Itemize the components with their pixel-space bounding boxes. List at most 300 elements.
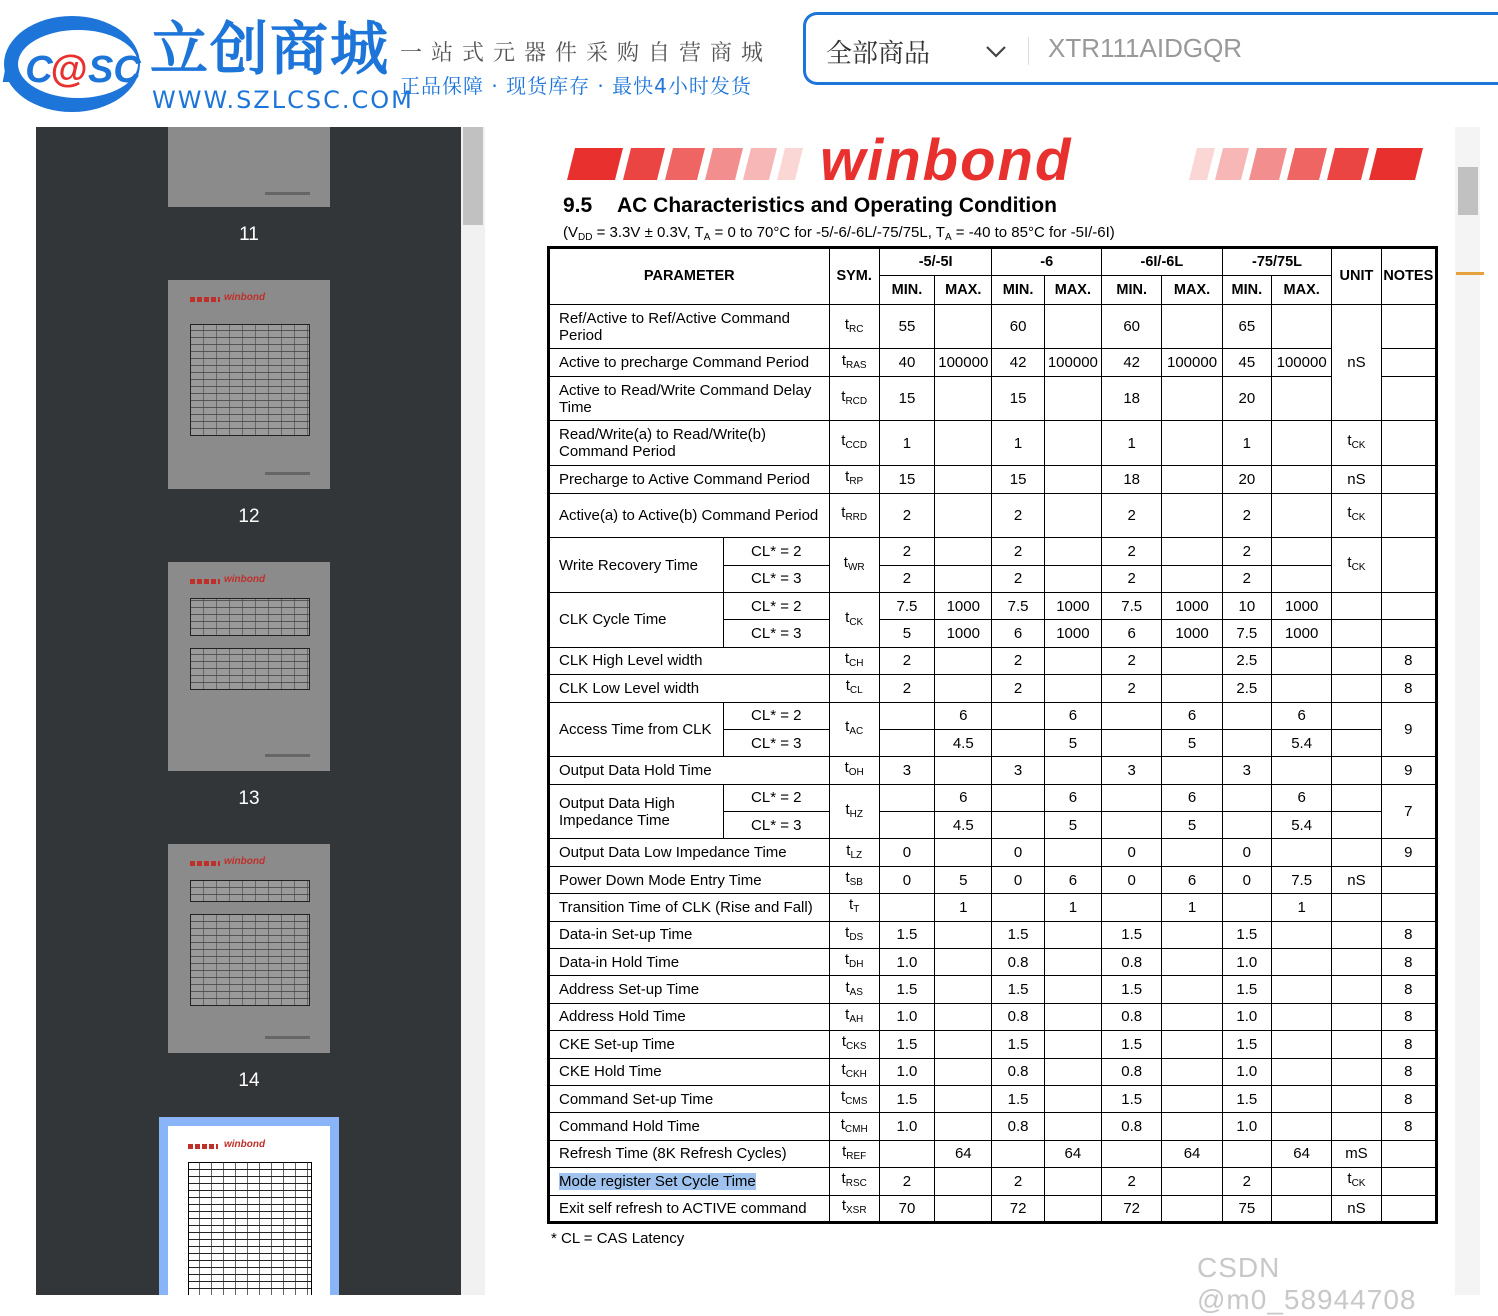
value (1044, 1058, 1101, 1085)
unit: nS (1332, 304, 1381, 421)
slogan-top: 一站式元器件采购自营商城 (400, 41, 773, 66)
value (1044, 466, 1101, 493)
value: 1.5 (1102, 976, 1162, 1003)
value: 7.5 (879, 592, 934, 619)
value: 4.5 (935, 729, 992, 756)
value: 2 (992, 493, 1044, 538)
search-category-select[interactable]: 全部商品 (826, 39, 931, 69)
table-row (549, 1140, 1437, 1167)
value: 0.8 (992, 949, 1044, 976)
table-row (549, 1195, 1437, 1222)
note: 8 (1381, 1058, 1436, 1085)
param-name: Refresh Time (8K Refresh Cycles) (549, 1140, 830, 1167)
note (1381, 421, 1436, 466)
unit: $t_{CK}$ (1332, 421, 1381, 466)
note (1381, 349, 1436, 376)
value (1222, 894, 1271, 921)
unit (1332, 729, 1381, 756)
value: 72 (992, 1195, 1044, 1222)
table-row (549, 1085, 1437, 1112)
value: 64 (1271, 1140, 1331, 1167)
unit (1332, 894, 1381, 921)
value (935, 675, 992, 702)
value (1044, 421, 1101, 466)
note: 9 (1381, 702, 1436, 757)
value: 5 (1044, 812, 1101, 839)
value: 1000 (1271, 592, 1331, 619)
value: 6 (1102, 620, 1162, 647)
value (879, 812, 934, 839)
value (1162, 976, 1222, 1003)
value (1271, 757, 1331, 784)
search-input[interactable]: XTR111AIDGQR (1048, 33, 1243, 63)
value (1162, 1113, 1222, 1140)
unit (1332, 1031, 1381, 1058)
value: 1.5 (1222, 1085, 1271, 1112)
value: 3 (1222, 757, 1271, 784)
value (1162, 304, 1222, 349)
winbond-banner (565, 130, 1425, 188)
value (1044, 565, 1101, 592)
value (1222, 729, 1271, 756)
value (935, 1113, 992, 1140)
value: 2 (992, 675, 1044, 702)
note: 8 (1381, 1085, 1436, 1112)
highlighted-text[interactable]: Mode register Set Cycle Time (559, 1172, 756, 1190)
param-name: CLK High Level width (549, 647, 830, 674)
value (1162, 647, 1222, 674)
cas-latency: CL* = 3 (723, 565, 829, 592)
thumbnail-label: 14 (238, 1070, 260, 1091)
header-min: MIN. (1102, 276, 1162, 304)
value (1162, 1058, 1222, 1085)
unit: mS (1332, 1140, 1381, 1167)
value (1271, 839, 1331, 866)
value (1271, 949, 1331, 976)
value: 1000 (1044, 592, 1101, 619)
svg-text:SC: SC (88, 49, 141, 91)
value: 1 (1222, 421, 1271, 466)
thumbnail-footer (265, 754, 310, 757)
value (992, 702, 1044, 729)
table-row (549, 839, 1437, 866)
param-name: CLK Cycle Time (549, 592, 724, 647)
thumbnail-table (190, 598, 310, 636)
param-name: Active to Read/Write Command Delay Time (549, 376, 830, 421)
unit (1332, 757, 1381, 784)
value (1044, 493, 1101, 538)
value: 1.5 (879, 921, 934, 948)
symbol: $t_{DH}$ (829, 949, 879, 976)
symbol: $t_{CKS}$ (829, 1031, 879, 1058)
param-name: Exit self refresh to ACTIVE command (549, 1195, 830, 1222)
param-name: Data-in Set-up Time (549, 921, 830, 948)
thumbnail-footer (265, 192, 310, 195)
value: 15 (992, 466, 1044, 493)
value: 5 (935, 866, 992, 893)
unit (1332, 620, 1381, 647)
note (1381, 894, 1436, 921)
value: 7.5 (1102, 592, 1162, 619)
thumbnail-table-cols (188, 1162, 312, 1295)
value: 0.8 (1102, 1058, 1162, 1085)
value: 65 (1222, 304, 1271, 349)
param-name: CKE Set-up Time (549, 1031, 830, 1058)
value (935, 1195, 992, 1222)
value: 1000 (1271, 620, 1331, 647)
value: 5.4 (1271, 812, 1331, 839)
table-row (549, 1058, 1437, 1085)
header-sym: SYM. (829, 248, 879, 305)
value: 18 (1102, 376, 1162, 421)
value (1044, 538, 1101, 565)
value (992, 784, 1044, 811)
header-notes: NOTES (1381, 248, 1436, 305)
value: 55 (879, 304, 934, 349)
value (1162, 839, 1222, 866)
value: 10 (1222, 592, 1271, 619)
value (1162, 538, 1222, 565)
unit: $t_{CK}$ (1332, 1168, 1381, 1195)
value (1162, 1085, 1222, 1112)
value: 3 (879, 757, 934, 784)
value: 1.5 (1102, 921, 1162, 948)
thumbnail-table (190, 914, 310, 1006)
value: 1.5 (879, 1085, 934, 1112)
value (935, 565, 992, 592)
value (879, 729, 934, 756)
value: 2 (1102, 565, 1162, 592)
param-name: Active to precharge Command Period (549, 349, 830, 376)
value: 2 (1222, 1168, 1271, 1195)
thumbnail-label: 13 (238, 788, 260, 809)
symbol: $t_{AH}$ (829, 1003, 879, 1030)
value: 2 (992, 565, 1044, 592)
header-grade: -6I/-6L (1102, 248, 1223, 276)
table-row (549, 466, 1437, 493)
value (935, 421, 992, 466)
table-row (549, 304, 1437, 349)
table-row (549, 1113, 1437, 1140)
value: 7.5 (1271, 866, 1331, 893)
symbol: $t_T$ (829, 894, 879, 921)
sidebar-scrollbar[interactable] (461, 127, 485, 1295)
note (1381, 620, 1436, 647)
value (879, 894, 934, 921)
value: 20 (1222, 376, 1271, 421)
table-row (549, 349, 1437, 376)
page-thumbnail-12[interactable] (168, 280, 330, 489)
note: 8 (1381, 675, 1436, 702)
page-thumbnail-11[interactable] (168, 127, 330, 207)
value: 5 (1162, 729, 1222, 756)
note: 7 (1381, 784, 1436, 839)
table-row (549, 894, 1437, 921)
value (1102, 812, 1162, 839)
unit (1332, 647, 1381, 674)
param-name: Precharge to Active Command Period (549, 466, 830, 493)
value (935, 1058, 992, 1085)
scroll-marker (1456, 272, 1484, 275)
value (879, 784, 934, 811)
value: 4.5 (935, 812, 992, 839)
value (1044, 1003, 1101, 1030)
thumbnail-footer (265, 1036, 310, 1039)
value: 45 (1222, 349, 1271, 376)
note: 8 (1381, 1031, 1436, 1058)
value (1102, 702, 1162, 729)
value: 0 (992, 839, 1044, 866)
value (935, 1168, 992, 1195)
value (935, 1085, 992, 1112)
symbol: $t_{CH}$ (829, 647, 879, 674)
value (935, 493, 992, 538)
symbol: $t_{CCD}$ (829, 421, 879, 466)
note: 8 (1381, 949, 1436, 976)
unit (1332, 675, 1381, 702)
unit (1332, 702, 1381, 729)
value: 2 (879, 565, 934, 592)
page-thumbnail-15[interactable] (168, 1126, 330, 1295)
value: 2 (1102, 647, 1162, 674)
value: 1.5 (992, 1031, 1044, 1058)
param-name: Power Down Mode Entry Time (549, 866, 830, 893)
winbond-logo-text: winbond (820, 130, 1073, 188)
table-row (549, 1168, 1437, 1195)
value (1162, 565, 1222, 592)
value: 1000 (935, 620, 992, 647)
symbol: $t_{RAS}$ (829, 349, 879, 376)
value: 2 (1102, 675, 1162, 702)
value (1162, 466, 1222, 493)
value (1102, 1140, 1162, 1167)
value (935, 376, 992, 421)
chevron-down-icon[interactable] (984, 39, 1008, 63)
value: 6 (1044, 866, 1101, 893)
value (935, 949, 992, 976)
thumbnail-banner (190, 579, 220, 584)
value (1162, 675, 1222, 702)
lcsc-logo-icon[interactable] (0, 10, 145, 118)
value: 6 (992, 620, 1044, 647)
value: 6 (1044, 784, 1101, 811)
value (935, 976, 992, 1003)
value: 0.8 (992, 1003, 1044, 1030)
value: 75 (1222, 1195, 1271, 1222)
document-scrollbar[interactable] (1455, 127, 1480, 1295)
param-name: Address Set-up Time (549, 976, 830, 1003)
param-name: CKE Hold Time (549, 1058, 830, 1085)
note: 8 (1381, 921, 1436, 948)
param-name: Command Set-up Time (549, 1085, 830, 1112)
svg-text:LC: LC (2, 49, 53, 91)
param-name: Output Data Hold Time (549, 757, 830, 784)
param-name: Output Data Low Impedance Time (549, 839, 830, 866)
header-grade: -75/75L (1222, 248, 1332, 276)
value (1271, 493, 1331, 538)
value (1044, 921, 1101, 948)
value: 72 (1102, 1195, 1162, 1222)
value (1271, 1058, 1331, 1085)
note (1381, 1195, 1436, 1222)
symbol: $t_{RP}$ (829, 466, 879, 493)
header-max: MAX. (1271, 276, 1331, 304)
value (1044, 376, 1101, 421)
thumbnail-table (190, 648, 310, 690)
param-name: CLK Low Level width (549, 675, 830, 702)
value (1271, 466, 1331, 493)
value (1271, 1195, 1331, 1222)
value: 2 (879, 675, 934, 702)
page-thumbnail-14[interactable] (168, 844, 330, 1053)
value: 6 (1162, 784, 1222, 811)
value: 2 (992, 1168, 1044, 1195)
table-row (549, 538, 1437, 565)
note (1381, 1140, 1436, 1167)
thumbnail-brand: winbond (224, 856, 266, 867)
value: 1.0 (879, 1113, 934, 1140)
note (1381, 1168, 1436, 1195)
unit: $t_{CK}$ (1332, 538, 1381, 593)
value: 7.5 (1222, 620, 1271, 647)
page-thumbnail-13[interactable] (168, 562, 330, 771)
slogan-bottom: 正品保障 · 现货库存 · 最快4小时发货 (400, 74, 752, 98)
param-name: Read/Write(a) to Read/Write(b) Command Period (549, 421, 830, 466)
value (1162, 1168, 1222, 1195)
sidebar-scrollbar-thumb[interactable] (463, 127, 483, 225)
value: 0 (879, 866, 934, 893)
unit (1332, 784, 1381, 811)
value: 15 (992, 376, 1044, 421)
value (1102, 729, 1162, 756)
value (1271, 565, 1331, 592)
value: 2.5 (1222, 647, 1271, 674)
value (992, 894, 1044, 921)
value (1162, 1031, 1222, 1058)
value: 5 (879, 620, 934, 647)
value: 1000 (1162, 592, 1222, 619)
table-row (549, 592, 1437, 619)
value: 1.5 (1222, 921, 1271, 948)
value: 70 (879, 1195, 934, 1222)
table-row (549, 949, 1437, 976)
value: 100000 (1044, 349, 1101, 376)
table-row (549, 784, 1437, 811)
header-min: MIN. (1222, 276, 1271, 304)
value: 1.5 (992, 1085, 1044, 1112)
value: 1.0 (879, 949, 934, 976)
value (1044, 976, 1101, 1003)
cas-latency: CL* = 2 (723, 702, 829, 729)
thumbnail-brand: winbond (224, 574, 266, 585)
value: 2 (1222, 538, 1271, 565)
header-min: MIN. (992, 276, 1044, 304)
note (1381, 538, 1436, 593)
value (935, 538, 992, 565)
symbol: $t_{CKH}$ (829, 1058, 879, 1085)
value: 1 (992, 421, 1044, 466)
value (1271, 1168, 1331, 1195)
value: 1.0 (879, 1058, 934, 1085)
value (1222, 702, 1271, 729)
value (1271, 421, 1331, 466)
value (1271, 1085, 1331, 1112)
cas-latency: CL* = 2 (723, 784, 829, 811)
value: 2 (879, 1168, 934, 1195)
value: 1 (1044, 894, 1101, 921)
value (1044, 647, 1101, 674)
footnote: * CL = CAS Latency (551, 1230, 685, 1247)
value (1162, 921, 1222, 948)
value: 6 (935, 784, 992, 811)
search-bar[interactable] (803, 12, 1498, 85)
table-row (549, 376, 1437, 421)
value: 1.5 (1222, 1031, 1271, 1058)
symbol: $t_{AS}$ (829, 976, 879, 1003)
value: 1000 (1044, 620, 1101, 647)
value: 2 (879, 538, 934, 565)
thumbnail-table (190, 880, 310, 902)
unit (1332, 949, 1381, 976)
value (1271, 538, 1331, 565)
value (1271, 1003, 1331, 1030)
thumbnail-banner (190, 297, 220, 302)
unit (1332, 1113, 1381, 1140)
document-scrollbar-thumb[interactable] (1458, 167, 1478, 215)
value: 2 (1102, 1168, 1162, 1195)
table-row (549, 976, 1437, 1003)
site-header (0, 0, 1498, 125)
value: 0.8 (992, 1058, 1044, 1085)
watermark: CSDN @m0_58944708 (1197, 1252, 1417, 1315)
value: 6 (935, 702, 992, 729)
symbol: $t_{CMS}$ (829, 1085, 879, 1112)
symbol: $t_{SB}$ (829, 866, 879, 893)
unit: nS (1332, 466, 1381, 493)
value (1044, 675, 1101, 702)
symbol: $t_{RRD}$ (829, 493, 879, 538)
value (935, 921, 992, 948)
param-name: Address Hold Time (549, 1003, 830, 1030)
value (992, 1140, 1044, 1167)
brand-name[interactable]: 立创商城 (150, 15, 391, 83)
value (935, 1031, 992, 1058)
value (1162, 421, 1222, 466)
value: 2 (879, 647, 934, 674)
symbol: $t_{AC}$ (829, 702, 879, 757)
value (879, 1140, 934, 1167)
value: 0 (1102, 839, 1162, 866)
unit (1332, 812, 1381, 839)
thumbnail-brand: winbond (224, 292, 266, 303)
symbol: $t_{RC}$ (829, 304, 879, 349)
value (1162, 376, 1222, 421)
unit (1332, 592, 1381, 619)
table-row (549, 248, 1437, 276)
value (1162, 757, 1222, 784)
symbol: $t_{XSR}$ (829, 1195, 879, 1222)
table-row (549, 702, 1437, 729)
header-max: MAX. (1044, 276, 1101, 304)
unit (1332, 1085, 1381, 1112)
value: 6 (1162, 866, 1222, 893)
value: 1 (1162, 894, 1222, 921)
unit: $t_{CK}$ (1332, 493, 1381, 538)
value: 6 (1162, 702, 1222, 729)
unit (1332, 976, 1381, 1003)
value: 1.0 (879, 1003, 934, 1030)
ac-characteristics-table (547, 246, 1438, 1224)
